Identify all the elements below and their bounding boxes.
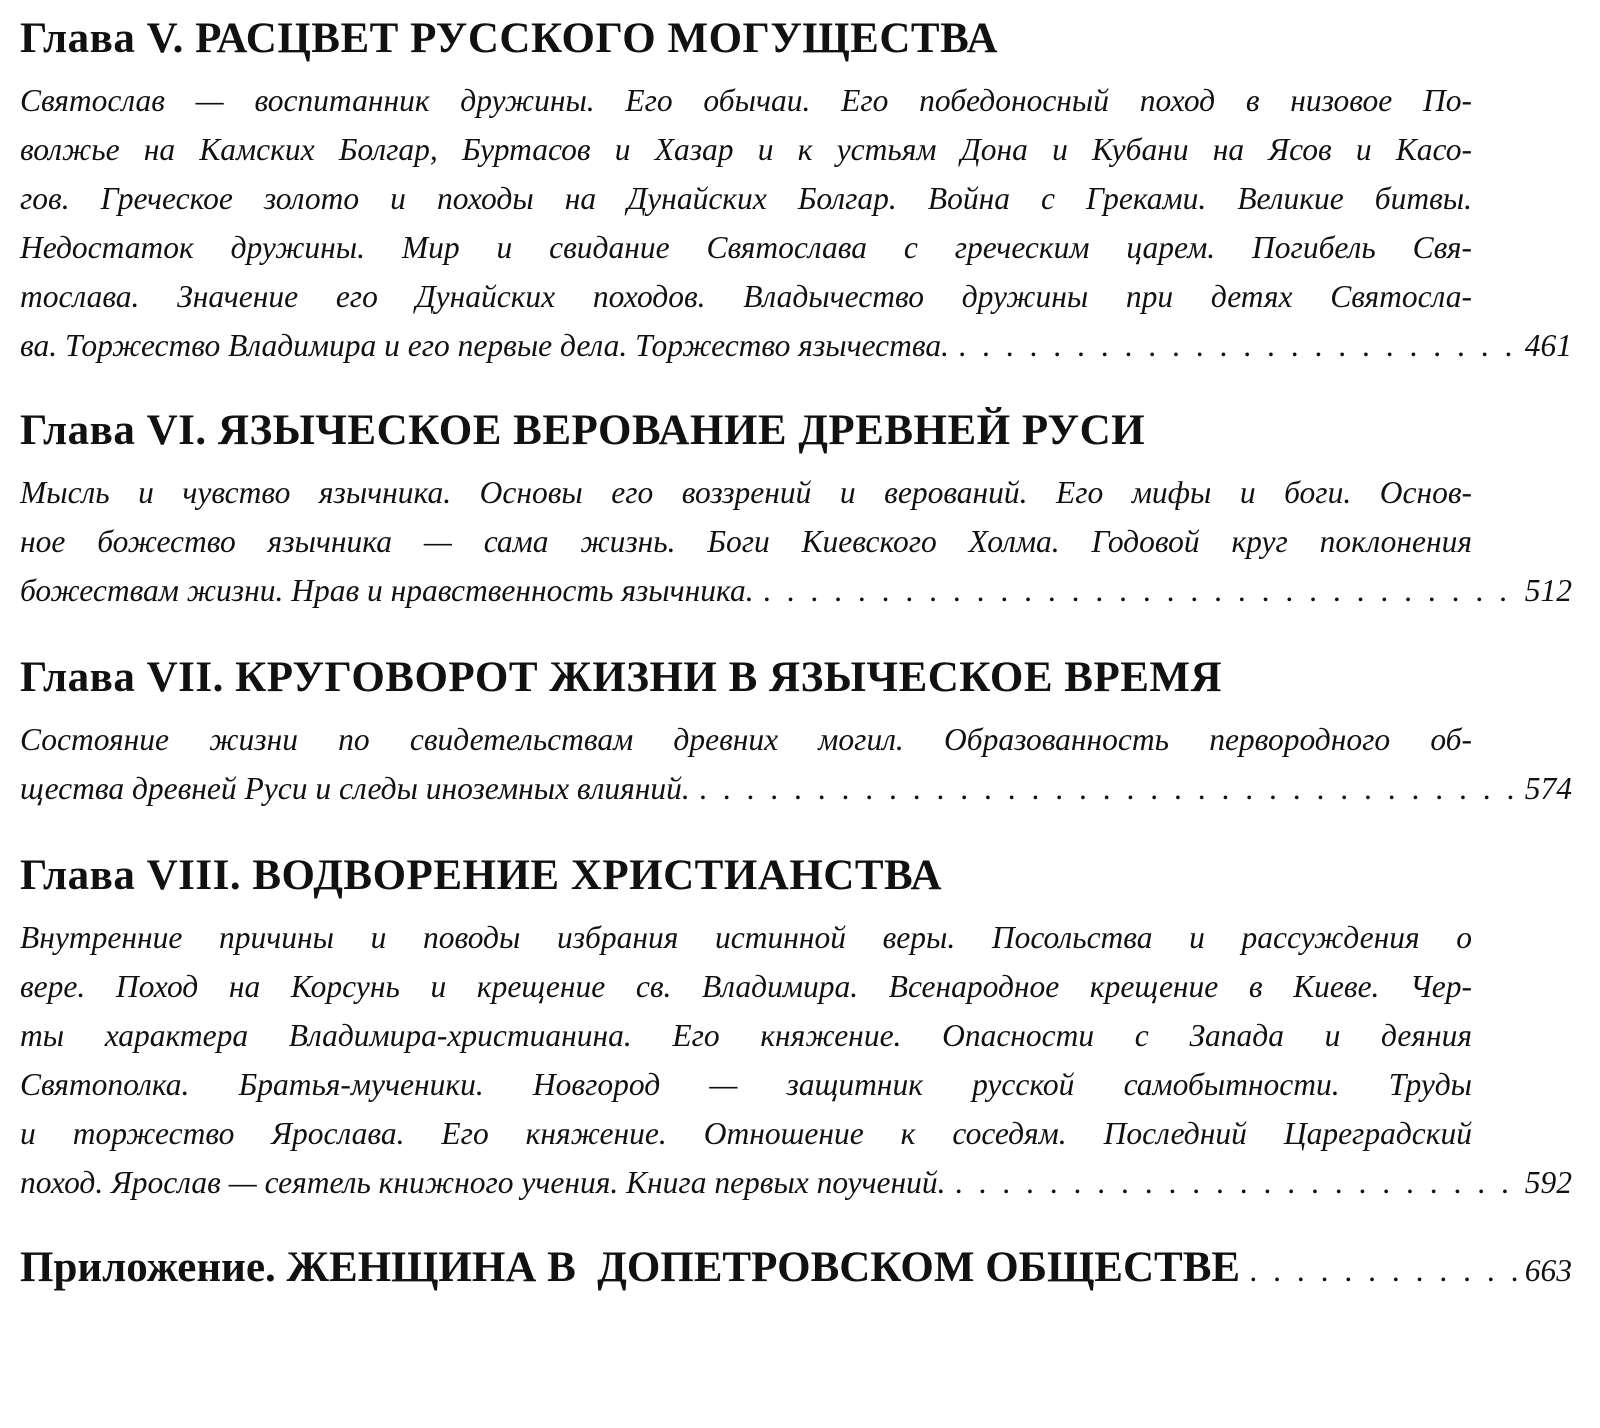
summary-line: божествам жизни. Нрав и нравственность язычника. bbox=[20, 573, 754, 608]
summary-line: Состояние жизни по свидетельствам древних могил. Образованность первородного об- bbox=[20, 722, 1472, 757]
dot-leader bbox=[700, 764, 1521, 813]
chapter-summary bbox=[20, 913, 1572, 1207]
toc-entry-appendix[interactable] bbox=[20, 1243, 1572, 1293]
summary-line: Недостаток дружины. Мир и свидание Святослава с греческим царем. Погибель Свя- bbox=[20, 230, 1472, 265]
summary-line: Святополка. Братья-мученики. Новгород — защитник русской самобытности. Труды bbox=[20, 1067, 1472, 1102]
summary-line: Святослав — воспитанник дружины. Его обычаи. Его победоносный поход в низовое По- bbox=[20, 83, 1472, 118]
toc-entry-chapter-5[interactable] bbox=[20, 14, 1572, 370]
summary-last-line bbox=[20, 321, 1572, 370]
summary-last-line bbox=[20, 764, 1572, 813]
page-number: 592 bbox=[1524, 1165, 1572, 1200]
summary-line: тослава. Значение его Дунайских походов. Владычество дружины при детях Святосла- bbox=[20, 279, 1472, 314]
toc-entry-chapter-8[interactable] bbox=[20, 851, 1572, 1207]
summary-line: и торжество Ярослава. Его княжение. Отношение к соседям. Последний Цареградский bbox=[20, 1116, 1472, 1151]
chapter-title: Глава VII. КРУГОВОРОТ ЖИЗНИ В ЯЗЫЧЕСКОЕ ВРЕМЯ bbox=[20, 654, 1223, 701]
summary-line: ное божество язычника — сама жизнь. Боги Киевского Холма. Годовой круг поклонения bbox=[20, 524, 1472, 559]
chapter-summary bbox=[20, 468, 1572, 615]
chapter-title: Глава VIII. ВОДВОРЕНИЕ ХРИСТИАНСТВА bbox=[20, 852, 943, 899]
summary-line: ты характера Владимира-христианина. Его княжение. Опасности с Запада и деяния bbox=[20, 1018, 1472, 1053]
dot-leader bbox=[959, 321, 1521, 370]
page-number: 512 bbox=[1524, 573, 1572, 608]
dot-leader bbox=[956, 1158, 1521, 1207]
summary-line: щества древней Руси и следы иноземных влияний. bbox=[20, 771, 690, 806]
dot-leader bbox=[1250, 1253, 1521, 1289]
chapter-summary bbox=[20, 76, 1572, 370]
chapter-title: Глава V. РАСЦВЕТ РУССКОГО МОГУЩЕСТВА bbox=[20, 15, 999, 62]
chapter-title: Глава VI. ЯЗЫЧЕСКОЕ ВЕРОВАНИЕ ДРЕВНЕЙ РУСИ bbox=[20, 407, 1146, 454]
summary-line: волжье на Камских Болгар, Буртасов и Хазар и к устьям Дона и Кубани на Ясов и Касо- bbox=[20, 132, 1472, 167]
summary-line: гов. Греческое золото и походы на Дунайских Болгар. Война с Греками. Великие битвы. bbox=[20, 181, 1472, 216]
dot-leader bbox=[764, 566, 1521, 615]
toc-entry-chapter-7[interactable] bbox=[20, 653, 1572, 813]
page-number: 663 bbox=[1524, 1253, 1572, 1288]
summary-line: ва. Торжество Владимира и его первые дела. Торжество язычества. bbox=[20, 328, 949, 363]
summary-line: поход. Ярослав — сеятель книжного учения. Книга первых поучений. bbox=[20, 1165, 946, 1200]
summary-line: Внутренние причины и поводы избрания истинной веры. Посольства и рассуждения о bbox=[20, 920, 1472, 955]
page-number: 461 bbox=[1524, 328, 1572, 363]
toc-entry-chapter-6[interactable] bbox=[20, 406, 1572, 615]
chapter-summary bbox=[20, 715, 1572, 813]
appendix-title: Приложение. ЖЕНЩИНА В ДОПЕТРОВСКОМ ОБЩЕСТВЕ bbox=[20, 1244, 1241, 1291]
summary-last-line bbox=[20, 1158, 1572, 1207]
summary-line: Мысль и чувство язычника. Основы его воззрений и верований. Его мифы и боги. Основ- bbox=[20, 475, 1472, 510]
page-number: 574 bbox=[1524, 771, 1572, 806]
summary-last-line bbox=[20, 566, 1572, 615]
summary-line: вере. Поход на Корсунь и крещение св. Владимира. Всенародное крещение в Киеве. Чер- bbox=[20, 969, 1472, 1004]
